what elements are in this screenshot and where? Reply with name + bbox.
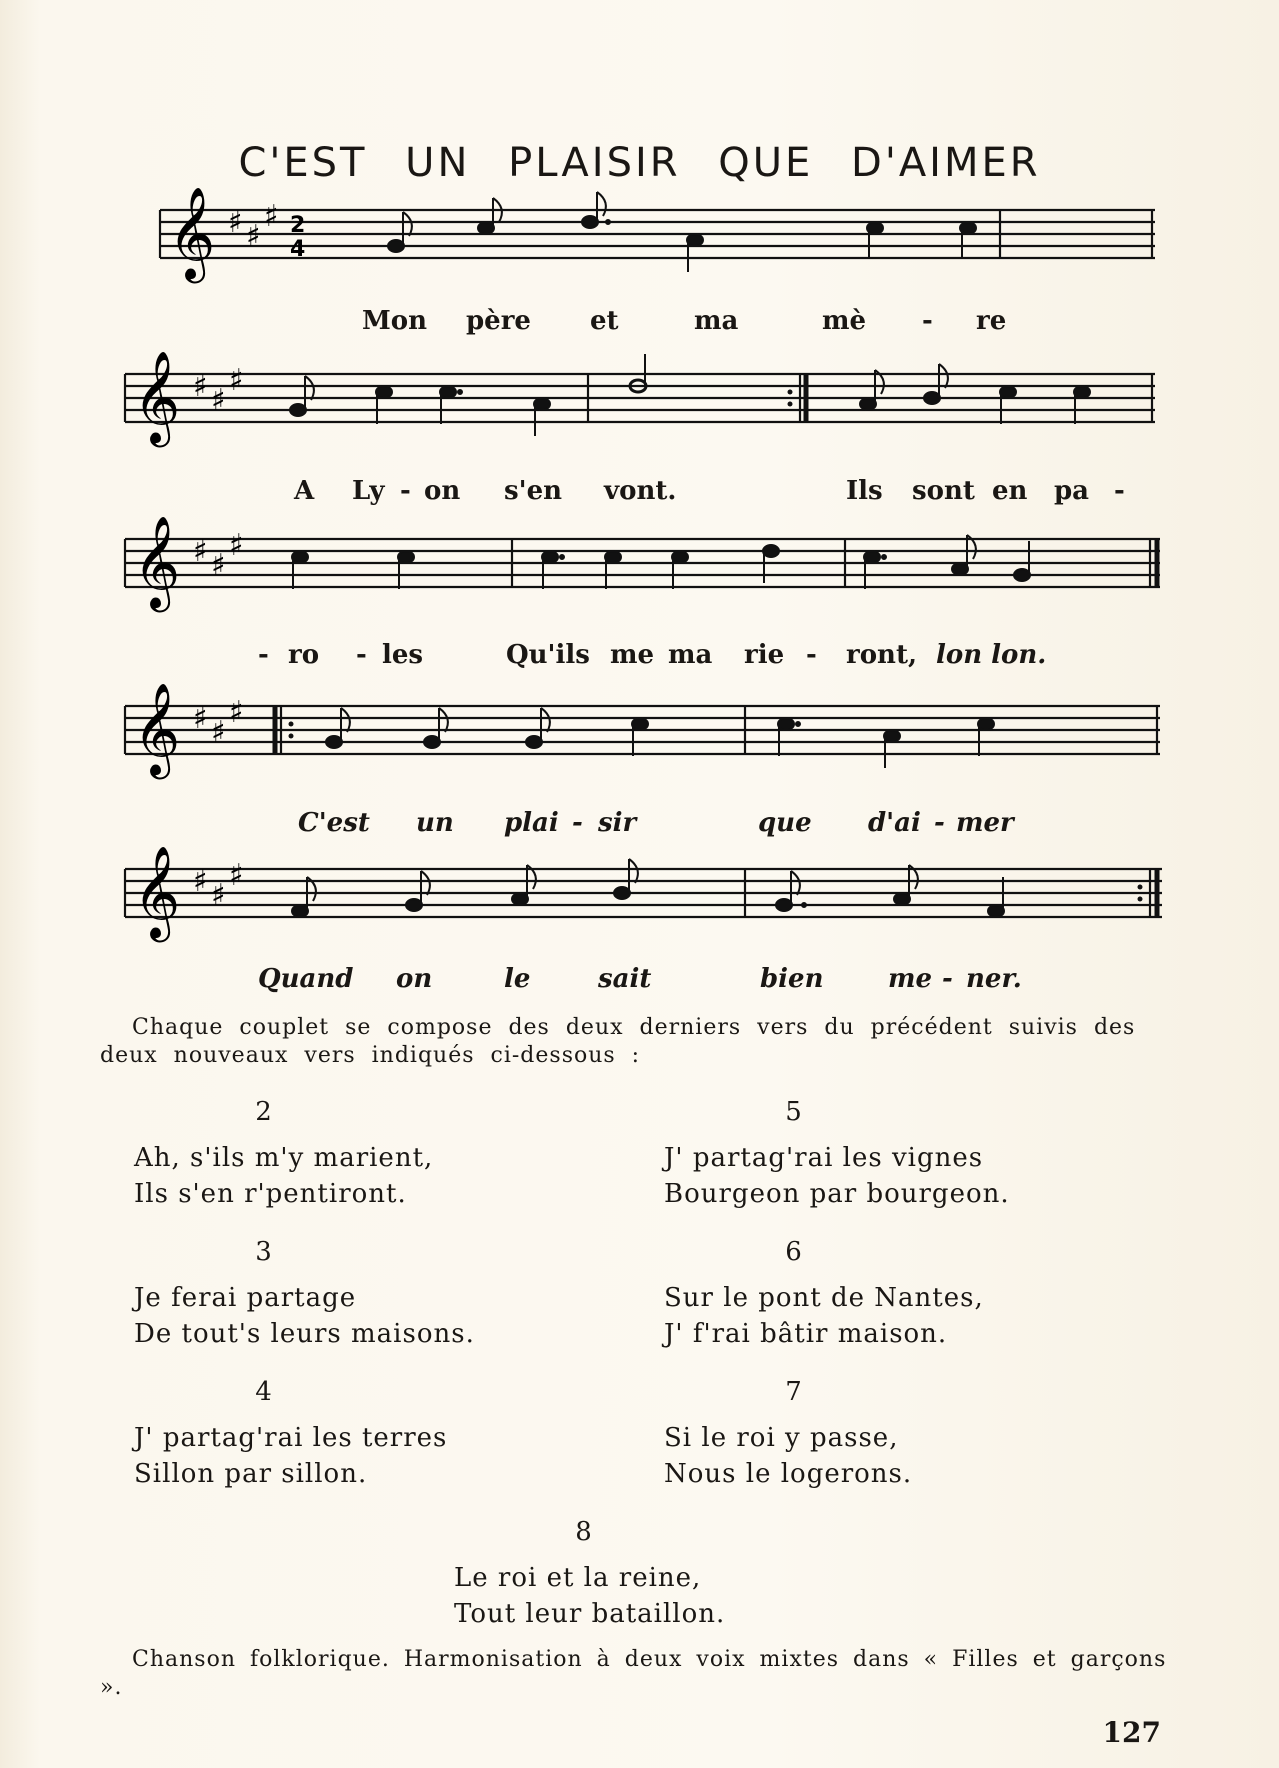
treble-clef-icon: 𝄞 [133, 350, 181, 443]
lyric-syllable: Quand [258, 964, 354, 994]
verse-line: Bourgeon par bourgeon. [664, 1179, 1010, 1209]
lyric-syllable: on [396, 964, 433, 994]
lyrics-line-2 [0, 476, 1279, 512]
lyric-hyphen: - [1114, 476, 1125, 506]
verse-number: 7 [785, 1377, 803, 1407]
lyric-syllable: on [424, 476, 461, 506]
lyrics-line-4 [0, 808, 1279, 844]
verse-5 [664, 1094, 1010, 1212]
lyric-syllable: sait [598, 964, 652, 994]
lyric-syllable: C'est [298, 808, 370, 838]
svg-text:♯: ♯ [193, 369, 208, 404]
lyric-hyphen: - [572, 808, 583, 838]
svg-text:♯: ♯ [229, 363, 244, 398]
verse-instructions: Chaque couplet se compose des deux derniers vers du précédent suivis des deux nouveaux vers indiqués ci-dessous : [100, 1015, 1136, 1068]
verse-3 [134, 1234, 475, 1352]
verse-line: Si le roi y passe, [664, 1423, 899, 1453]
lyrics-line-3 [0, 640, 1279, 676]
verse-line: J' partag'rai les terres [134, 1423, 448, 1453]
lyric-syllable: sont [912, 476, 975, 506]
svg-text:♯: ♯ [211, 548, 226, 583]
lyric-syllable: Ly [352, 476, 385, 506]
verse-line: Sur le pont de Nantes, [664, 1283, 984, 1313]
verse-4 [134, 1374, 447, 1492]
staff-notation-5 [0, 845, 1279, 955]
lyric-hyphen: - [922, 306, 933, 336]
music-staff-5 [0, 845, 1279, 955]
verse-number: 6 [785, 1237, 803, 1267]
lyric-syllable: bien [760, 964, 824, 994]
page-number: 127 [1102, 1716, 1161, 1749]
music-staff-1 [0, 180, 1279, 290]
svg-text:♯: ♯ [228, 205, 243, 240]
lyric-syllable: rie [744, 640, 785, 670]
svg-text:♯: ♯ [264, 199, 279, 234]
verse-number: 2 [255, 1097, 273, 1127]
lyric-syllable: les [382, 640, 424, 670]
svg-text:♯: ♯ [193, 534, 208, 569]
lyric-syllable: s'en [504, 476, 563, 506]
verse-number: 5 [785, 1097, 803, 1127]
lyric-syllable: pa [1054, 476, 1090, 506]
svg-text:2: 2 [290, 213, 306, 238]
svg-text:♯: ♯ [229, 695, 244, 730]
treble-clef-icon: 𝄞 [168, 186, 216, 279]
lyric-syllable: plai [504, 808, 559, 838]
lyrics-line-5 [0, 964, 1279, 1000]
treble-clef-icon: 𝄞 [133, 845, 181, 938]
lyric-hyphen: - [258, 640, 269, 670]
verse-line: Nous le logerons. [664, 1459, 913, 1489]
verse-line: Ils s'en r'pentiront. [134, 1179, 407, 1209]
song-title: C'EST UN PLAISIR QUE D'AIMER [238, 140, 1041, 186]
treble-clef-icon: 𝄞 [133, 515, 181, 608]
svg-text:♯: ♯ [229, 528, 244, 563]
music-staff-2 [0, 350, 1279, 460]
lyric-syllable: ma [694, 306, 739, 336]
svg-text:♯: ♯ [211, 878, 226, 913]
lyric-syllable: le [504, 964, 531, 994]
lyric-syllable: me [610, 640, 655, 670]
lyric-syllable: un [416, 808, 454, 838]
source-note: Chanson folklorique. Harmonisation à deux voix mixtes dans « Filles et garçons ». [100, 1647, 1167, 1700]
lyric-syllable: ma [668, 640, 713, 670]
lyric-hyphen: - [806, 640, 817, 670]
verse-line: Tout leur bataillon. [454, 1599, 726, 1629]
lyric-syllable: sir [598, 808, 637, 838]
lyric-syllable: Ils [846, 476, 883, 506]
music-staff-4 [0, 682, 1279, 792]
lyric-syllable: mè [822, 306, 867, 336]
lyric-hyphen: - [934, 808, 945, 838]
verse-line: Ah, s'ils m'y marient, [134, 1143, 434, 1173]
svg-text:♯: ♯ [193, 864, 208, 899]
verse-7 [664, 1374, 924, 1492]
lyric-syllable: vont. [604, 476, 677, 506]
lyric-syllable: d'ai [868, 808, 921, 838]
svg-text:4: 4 [290, 237, 306, 262]
verse-line: J' partag'rai les vignes [664, 1143, 984, 1173]
verse-line: Le roi et la reine, [454, 1563, 702, 1593]
lyric-syllable: que [758, 808, 812, 838]
lyric-syllable: père [466, 306, 531, 336]
lyrics-line-1 [0, 306, 1279, 342]
svg-text:♯: ♯ [229, 858, 244, 893]
lyric-syllable: Qu'ils [506, 640, 590, 670]
lyric-hyphen: - [942, 964, 953, 994]
verse-number: 4 [255, 1377, 273, 1407]
lyric-syllable: re [976, 306, 1007, 336]
verse-2 [134, 1094, 433, 1212]
verse-6 [664, 1234, 984, 1352]
lyric-syllable: ner. [966, 964, 1022, 994]
lyric-syllable: mer [956, 808, 1014, 838]
staff-notation-1 [0, 180, 1279, 290]
lyric-syllable: ro [288, 640, 320, 670]
svg-text:♯: ♯ [211, 383, 226, 418]
svg-text:♯: ♯ [246, 219, 261, 254]
lyric-syllable: Mon [362, 306, 428, 336]
verse-8 [454, 1514, 725, 1632]
treble-clef-icon: 𝄞 [133, 682, 181, 775]
svg-text:♯: ♯ [211, 715, 226, 750]
verse-line: J' f'rai bâtir maison. [664, 1319, 948, 1349]
verse-line: De tout's leurs maisons. [134, 1319, 475, 1349]
lyric-syllable: A [294, 476, 315, 506]
music-staff-3 [0, 515, 1279, 625]
lyric-syllable: ront, [846, 640, 918, 670]
verse-line: Je ferai partage [134, 1283, 357, 1313]
lyric-syllable: me [888, 964, 933, 994]
staff-notation-4 [0, 682, 1279, 792]
staff-notation-2 [0, 350, 1279, 460]
staff-notation-3 [0, 515, 1279, 625]
lyric-refrain: lon lon. [936, 640, 1047, 670]
verse-number: 8 [575, 1517, 593, 1547]
lyric-syllable: en [992, 476, 1028, 506]
verse-line: Sillon par sillon. [134, 1459, 368, 1489]
lyric-hyphen: - [400, 476, 411, 506]
svg-text:♯: ♯ [193, 701, 208, 736]
lyric-hyphen: - [356, 640, 367, 670]
lyric-syllable: et [590, 306, 619, 336]
verse-number: 3 [255, 1237, 273, 1267]
